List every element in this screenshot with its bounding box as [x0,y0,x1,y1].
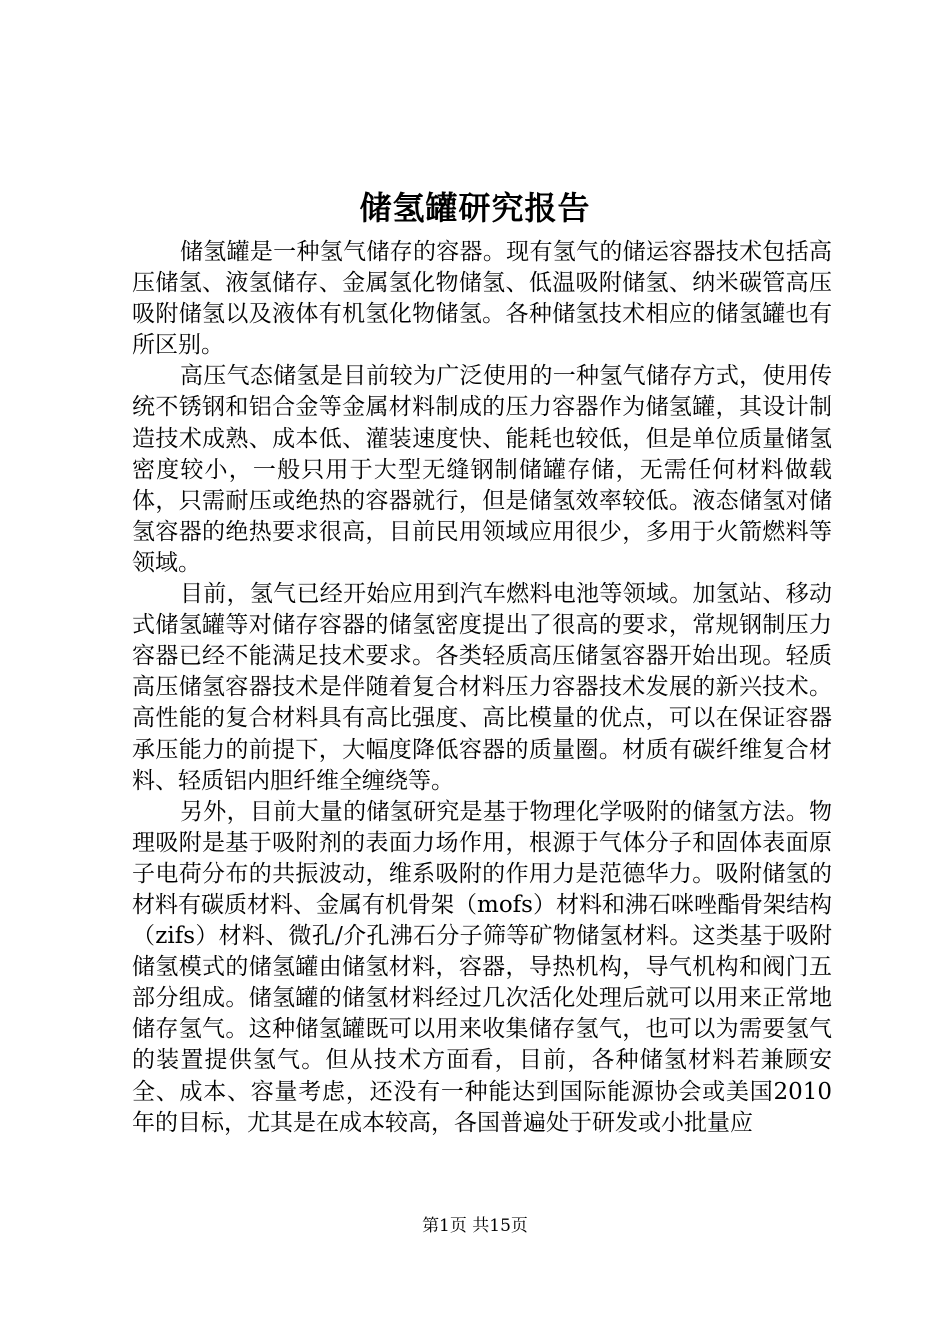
paragraph-1: 储氢罐是一种氢气储存的容器。现有氢气的储运容器技术包括高压储氢、液氢储存、金属氢化物储氢、低温吸附储氢、纳米碳管高压吸附储氢以及液体有机氢化物储氢。各种储氢技术相应的储氢罐也有所区别。 [132,239,832,359]
paragraph-2: 高压气态储氢是目前较为广泛使用的一种氢气储存方式，使用传统不锈钢和铝合金等金属材料制成的压力容器作为储氢罐，其设计制造技术成熟、成本低、灌装速度快、能耗也较低，但是单位质量储氢密度较小，一般只用于大型无缝钢制储罐存储，无需任何材料做载体，只需耐压或绝热的容器就行，但是储氢效率较低。液态储氢对储氢容器的绝热要求很高，目前民用领域应用很少，多用于火箭燃料等领域。 [132,363,832,576]
page-footer: 第1页 共15页 [422,1216,528,1236]
paragraph-4: 另外，目前大量的储氢研究是基于物理化学吸附的储氢方法。物理吸附是基于吸附剂的表面力场作用，根源于气体分子和固体表面原子电荷分布的共振波动，维系吸附的作用力是范德华力。吸附储氢的材料有碳质材料、金属有机骨架（mofs）材料和沸石咪唑酯骨架结构（zifs）材料、微孔/介孔沸石分子筛等矿物储氢材料。这类基于吸附储氢模式的储氢罐由储氢材料，容器，导热机构，导气机构和阀门五部分组成。储氢罐的储氢材料经过几次活化处理后就可以用来正常地储存氢气。这种储氢罐既可以用来收集储存氢气，也可以为需要氢气的装置提供氢气。但从技术方面看，目前，各种储氢材料若兼顾安全、成本、容量考虑，还没有一种能达到国际能源协会或美国2010年的目标，尤其是在成本较高，各国普遍处于研发或小批量应 [132,798,832,1136]
paragraph-3: 目前，氢气已经开始应用到汽车燃料电池等领域。加氢站、移动式储氢罐等对储存容器的储氢密度提出了很高的要求，常规钢制压力容器已经不能满足技术要求。各类轻质高压储氢容器开始出现。轻质高压储氢容器技术是伴随着复合材料压力容器技术发展的新兴技术。高性能的复合材料具有高比强度、高比模量的优点，可以在保证容器承压能力的前提下，大幅度降低容器的质量圈。材质有碳纤维复合材料、轻质铝内胆纤维全缠绕等。 [132,581,832,794]
document-title: 储氢罐研究报告 [359,189,591,227]
document-body [132,237,832,1139]
